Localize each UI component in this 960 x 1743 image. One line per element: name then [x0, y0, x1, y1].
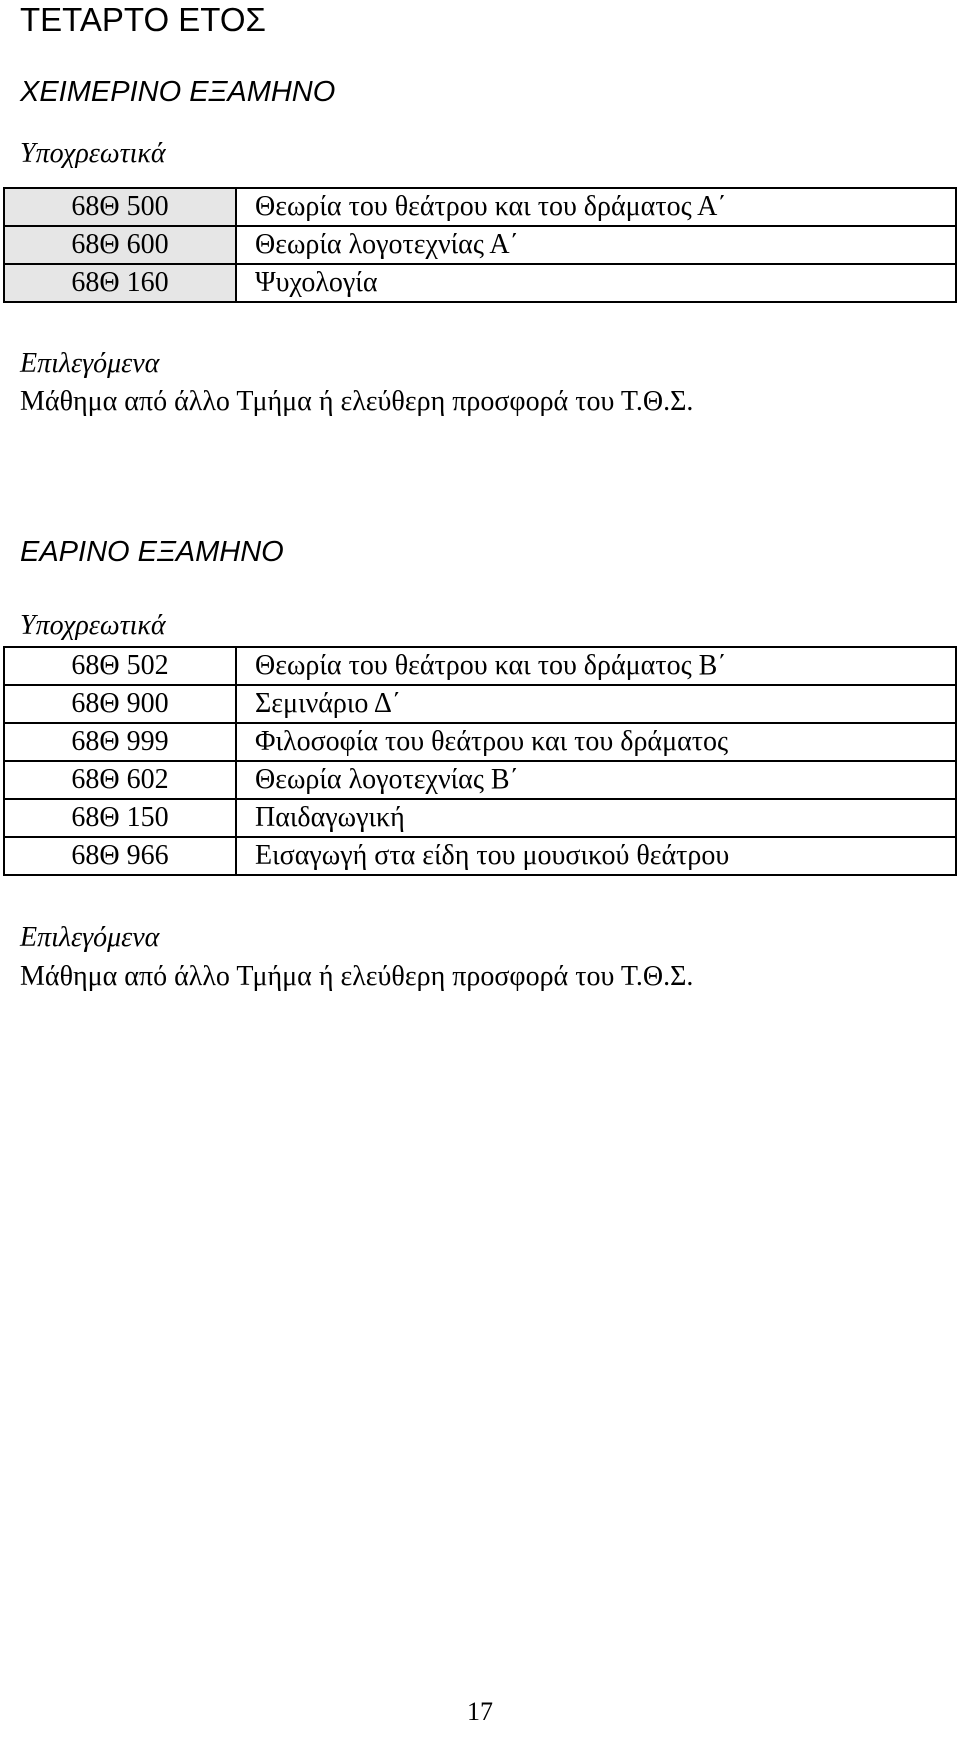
course-title: Σεμινάριο Δ΄ — [236, 685, 956, 723]
spring-required-label: Υποχρεωτικά — [20, 610, 166, 641]
winter-semester-title: ΧΕΙΜΕΡΙΝΟ ΕΞΑΜΗΝΟ — [20, 76, 336, 108]
course-title: Θεωρία του θεάτρου και του δράματος Α΄ — [236, 188, 956, 226]
course-title: Παιδαγωγική — [236, 799, 956, 837]
winter-required-label: Υποχρεωτικά — [20, 138, 166, 169]
course-title: Θεωρία λογοτεχνίας Β΄ — [236, 761, 956, 799]
table-row — [4, 226, 956, 264]
spring-elective-text: Μάθημα από άλλο Τμήμα ή ελεύθερη προσφορά του Τ.Θ.Σ. — [20, 961, 694, 992]
course-title: Φιλοσοφία του θεάτρου και του δράματος — [236, 723, 956, 761]
page-heading: ΤΕΤΑΡΤΟ ΕΤΟΣ — [20, 1, 266, 38]
table-row — [4, 761, 956, 799]
course-code: 68Θ 150 — [4, 799, 236, 837]
course-code: 68Θ 502 — [4, 647, 236, 685]
course-title: Θεωρία του θεάτρου και του δράματος Β΄ — [236, 647, 956, 685]
page-number: 17 — [467, 1697, 493, 1726]
winter-course-table — [3, 187, 957, 303]
course-title: Εισαγωγή στα είδη του μουσικού θεάτρου — [236, 837, 956, 875]
table-row — [4, 837, 956, 875]
course-code: 68Θ 900 — [4, 685, 236, 723]
table-row — [4, 647, 956, 685]
table-row — [4, 685, 956, 723]
spring-semester-title: ΕΑΡΙΝΟ ΕΞΑΜΗΝΟ — [20, 536, 284, 568]
table-row — [4, 799, 956, 837]
table-row — [4, 188, 956, 226]
course-code: 68Θ 966 — [4, 837, 236, 875]
course-code: 68Θ 500 — [4, 188, 236, 226]
spring-elective-label: Επιλεγόμενα — [20, 922, 160, 953]
course-title: Θεωρία λογοτεχνίας Α΄ — [236, 226, 956, 264]
winter-elective-text: Μάθημα από άλλο Τμήμα ή ελεύθερη προσφορά του Τ.Θ.Σ. — [20, 386, 694, 417]
course-code: 68Θ 602 — [4, 761, 236, 799]
course-code: 68Θ 999 — [4, 723, 236, 761]
table-row — [4, 264, 956, 302]
table-row — [4, 723, 956, 761]
winter-elective-label: Επιλεγόμενα — [20, 348, 160, 379]
course-code: 68Θ 160 — [4, 264, 236, 302]
course-title: Ψυχολογία — [236, 264, 956, 302]
spring-course-table — [3, 646, 957, 876]
course-code: 68Θ 600 — [4, 226, 236, 264]
